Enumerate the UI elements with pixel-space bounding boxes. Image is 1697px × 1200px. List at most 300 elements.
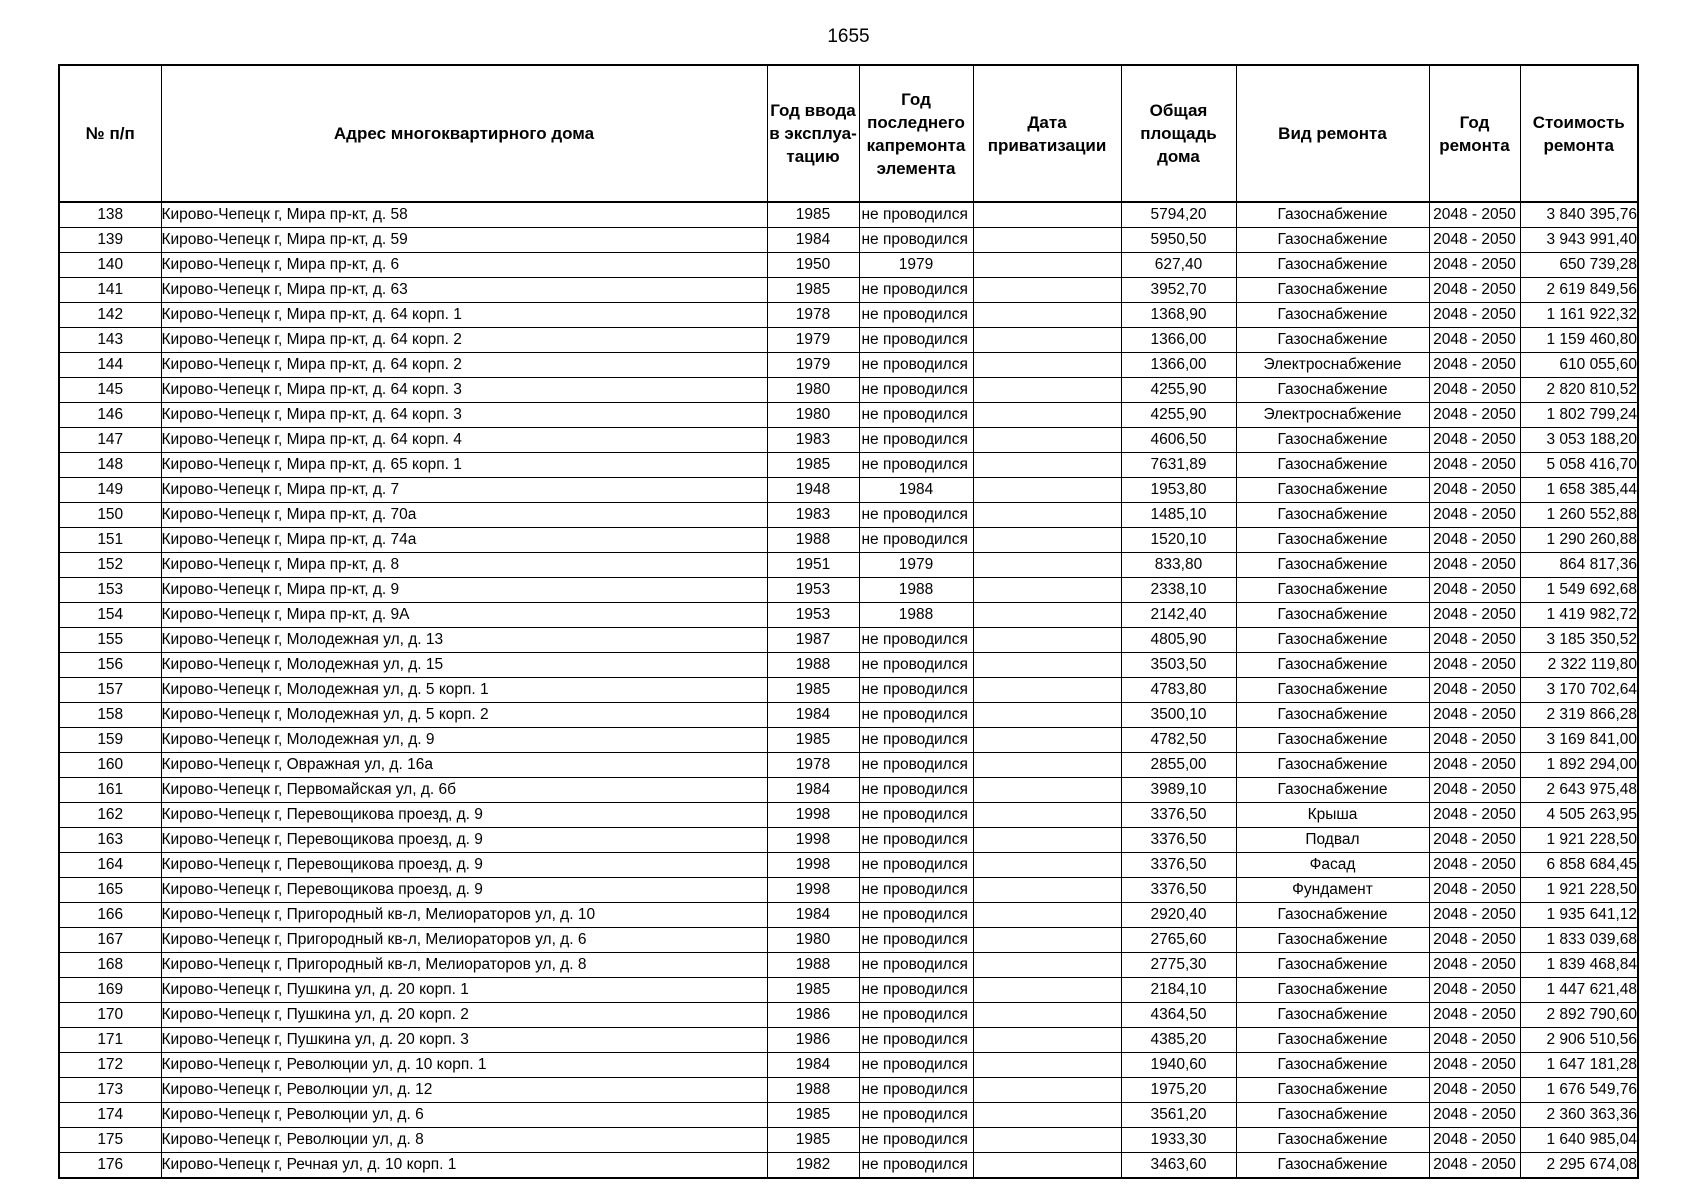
table-row xyxy=(59,578,1638,603)
cell-num: 166 xyxy=(59,903,161,928)
cell-repair-kind: Газоснабжение xyxy=(1236,303,1429,328)
table-row xyxy=(59,903,1638,928)
cell-address: Кирово-Чепецк г, Мира пр-кт, д. 58 xyxy=(161,202,767,228)
cell-address: Кирово-Чепецк г, Пушкина ул, д. 20 корп. 2 xyxy=(161,1003,767,1028)
cell-cost: 3 185 350,52 xyxy=(1520,628,1638,653)
table-row xyxy=(59,828,1638,853)
cell-year-built: 1953 xyxy=(767,578,859,603)
cell-address: Кирово-Чепецк г, Молодежная ул, д. 15 xyxy=(161,653,767,678)
cell-year-built: 1979 xyxy=(767,328,859,353)
cell-repair-year: 2048 - 2050 xyxy=(1429,1003,1520,1028)
cell-year-built: 1985 xyxy=(767,278,859,303)
cell-repair-year: 2048 - 2050 xyxy=(1429,928,1520,953)
cell-last-repair: не проводился xyxy=(859,803,973,828)
cell-last-repair: не проводился xyxy=(859,1103,973,1128)
cell-privatization xyxy=(973,928,1121,953)
cell-cost: 1 921 228,50 xyxy=(1520,878,1638,903)
cell-repair-year: 2048 - 2050 xyxy=(1429,1053,1520,1078)
cell-repair-year: 2048 - 2050 xyxy=(1429,853,1520,878)
cell-cost: 2 319 866,28 xyxy=(1520,703,1638,728)
cell-address: Кирово-Чепецк г, Мира пр-кт, д. 9А xyxy=(161,603,767,628)
cell-area: 1940,60 xyxy=(1121,1053,1236,1078)
cell-address: Кирово-Чепецк г, Молодежная ул, д. 13 xyxy=(161,628,767,653)
cell-year-built: 1985 xyxy=(767,728,859,753)
cell-privatization xyxy=(973,778,1121,803)
cell-area: 2142,40 xyxy=(1121,603,1236,628)
table-row xyxy=(59,353,1638,378)
cell-last-repair: не проводился xyxy=(859,378,973,403)
cell-privatization xyxy=(973,753,1121,778)
cell-area: 3463,60 xyxy=(1121,1153,1236,1179)
cell-last-repair: не проводился xyxy=(859,1078,973,1103)
cell-area: 5950,50 xyxy=(1121,228,1236,253)
cell-num: 145 xyxy=(59,378,161,403)
cell-num: 140 xyxy=(59,253,161,278)
cell-area: 4606,50 xyxy=(1121,428,1236,453)
cell-cost: 864 817,36 xyxy=(1520,553,1638,578)
cell-repair-year: 2048 - 2050 xyxy=(1429,503,1520,528)
cell-cost: 1 260 552,88 xyxy=(1520,503,1638,528)
cell-cost: 1 290 260,88 xyxy=(1520,528,1638,553)
table-row xyxy=(59,728,1638,753)
cell-year-built: 1948 xyxy=(767,478,859,503)
table-row xyxy=(59,278,1638,303)
cell-area: 4255,90 xyxy=(1121,378,1236,403)
cell-address: Кирово-Чепецк г, Революции ул, д. 8 xyxy=(161,1128,767,1153)
cell-privatization xyxy=(973,428,1121,453)
cell-repair-kind: Газоснабжение xyxy=(1236,1078,1429,1103)
cell-repair-year: 2048 - 2050 xyxy=(1429,1103,1520,1128)
cell-last-repair: не проводился xyxy=(859,1153,973,1179)
cell-area: 1366,00 xyxy=(1121,353,1236,378)
cell-address: Кирово-Чепецк г, Мира пр-кт, д. 64 корп. 4 xyxy=(161,428,767,453)
cell-year-built: 1980 xyxy=(767,928,859,953)
cell-repair-kind: Подвал xyxy=(1236,828,1429,853)
cell-year-built: 1986 xyxy=(767,1028,859,1053)
cell-cost: 2 295 674,08 xyxy=(1520,1153,1638,1179)
cell-cost: 1 640 985,04 xyxy=(1520,1128,1638,1153)
cell-address: Кирово-Чепецк г, Перевощикова проезд, д. 9 xyxy=(161,828,767,853)
cell-repair-kind: Газоснабжение xyxy=(1236,378,1429,403)
cell-repair-kind: Газоснабжение xyxy=(1236,553,1429,578)
cell-privatization xyxy=(973,1103,1121,1128)
cell-area: 3376,50 xyxy=(1121,878,1236,903)
cell-area: 4364,50 xyxy=(1121,1003,1236,1028)
table-row xyxy=(59,1053,1638,1078)
table-row xyxy=(59,528,1638,553)
cell-repair-kind: Электроснабжение xyxy=(1236,403,1429,428)
cell-area: 4805,90 xyxy=(1121,628,1236,653)
cell-privatization xyxy=(973,953,1121,978)
cell-repair-kind: Газоснабжение xyxy=(1236,1103,1429,1128)
cell-num: 152 xyxy=(59,553,161,578)
cell-cost: 1 658 385,44 xyxy=(1520,478,1638,503)
cell-privatization xyxy=(973,478,1121,503)
cell-area: 4783,80 xyxy=(1121,678,1236,703)
cell-last-repair: не проводился xyxy=(859,728,973,753)
cell-repair-kind: Газоснабжение xyxy=(1236,1028,1429,1053)
cell-address: Кирово-Чепецк г, Мира пр-кт, д. 65 корп. 1 xyxy=(161,453,767,478)
cell-repair-year: 2048 - 2050 xyxy=(1429,428,1520,453)
cell-area: 3376,50 xyxy=(1121,828,1236,853)
cell-cost: 1 921 228,50 xyxy=(1520,828,1638,853)
table-row xyxy=(59,303,1638,328)
cell-privatization xyxy=(973,828,1121,853)
cell-repair-kind: Газоснабжение xyxy=(1236,628,1429,653)
cell-repair-year: 2048 - 2050 xyxy=(1429,1128,1520,1153)
cell-privatization xyxy=(973,1128,1121,1153)
cell-num: 144 xyxy=(59,353,161,378)
cell-privatization xyxy=(973,878,1121,903)
cell-num: 167 xyxy=(59,928,161,953)
cell-cost: 1 647 181,28 xyxy=(1520,1053,1638,1078)
cell-year-built: 1988 xyxy=(767,653,859,678)
cell-last-repair: не проводился xyxy=(859,528,973,553)
cell-repair-year: 2048 - 2050 xyxy=(1429,253,1520,278)
cell-year-built: 1983 xyxy=(767,428,859,453)
cell-year-built: 1982 xyxy=(767,1153,859,1179)
table-row xyxy=(59,803,1638,828)
cell-address: Кирово-Чепецк г, Мира пр-кт, д. 63 xyxy=(161,278,767,303)
cell-repair-kind: Газоснабжение xyxy=(1236,253,1429,278)
cell-area: 1368,90 xyxy=(1121,303,1236,328)
header-row xyxy=(59,65,1638,202)
repair-registry-table xyxy=(58,64,1639,1179)
table-row xyxy=(59,753,1638,778)
cell-repair-year: 2048 - 2050 xyxy=(1429,778,1520,803)
cell-repair-year: 2048 - 2050 xyxy=(1429,202,1520,228)
cell-privatization xyxy=(973,653,1121,678)
cell-num: 147 xyxy=(59,428,161,453)
cell-area: 833,80 xyxy=(1121,553,1236,578)
cell-repair-kind: Газоснабжение xyxy=(1236,728,1429,753)
cell-area: 2775,30 xyxy=(1121,953,1236,978)
cell-area: 2855,00 xyxy=(1121,753,1236,778)
cell-year-built: 1950 xyxy=(767,253,859,278)
cell-cost: 1 549 692,68 xyxy=(1520,578,1638,603)
cell-cost: 2 619 849,56 xyxy=(1520,278,1638,303)
cell-privatization xyxy=(973,603,1121,628)
cell-year-built: 1978 xyxy=(767,303,859,328)
cell-cost: 1 802 799,24 xyxy=(1520,403,1638,428)
cell-last-repair: не проводился xyxy=(859,453,973,478)
header-num: № п/п xyxy=(59,65,161,202)
cell-privatization xyxy=(973,1028,1121,1053)
cell-area: 7631,89 xyxy=(1121,453,1236,478)
cell-num: 163 xyxy=(59,828,161,853)
cell-last-repair: не проводился xyxy=(859,202,973,228)
cell-num: 139 xyxy=(59,228,161,253)
cell-last-repair: не проводился xyxy=(859,1028,973,1053)
cell-area: 1933,30 xyxy=(1121,1128,1236,1153)
cell-privatization xyxy=(973,628,1121,653)
cell-repair-kind: Газоснабжение xyxy=(1236,928,1429,953)
cell-last-repair: не проводился xyxy=(859,353,973,378)
cell-year-built: 1985 xyxy=(767,978,859,1003)
table-row xyxy=(59,378,1638,403)
cell-address: Кирово-Чепецк г, Перевощикова проезд, д. 9 xyxy=(161,853,767,878)
cell-last-repair: не проводился xyxy=(859,653,973,678)
cell-last-repair: 1984 xyxy=(859,478,973,503)
cell-repair-kind: Крыша xyxy=(1236,803,1429,828)
cell-last-repair: не проводился xyxy=(859,778,973,803)
cell-repair-kind: Газоснабжение xyxy=(1236,1053,1429,1078)
cell-address: Кирово-Чепецк г, Революции ул, д. 10 корп. 1 xyxy=(161,1053,767,1078)
cell-repair-year: 2048 - 2050 xyxy=(1429,628,1520,653)
cell-year-built: 1980 xyxy=(767,378,859,403)
cell-address: Кирово-Чепецк г, Мира пр-кт, д. 7 xyxy=(161,478,767,503)
cell-area: 1366,00 xyxy=(1121,328,1236,353)
cell-cost: 3 170 702,64 xyxy=(1520,678,1638,703)
cell-repair-kind: Газоснабжение xyxy=(1236,953,1429,978)
cell-cost: 3 943 991,40 xyxy=(1520,228,1638,253)
cell-area: 3503,50 xyxy=(1121,653,1236,678)
cell-num: 149 xyxy=(59,478,161,503)
cell-address: Кирово-Чепецк г, Овражная ул, д. 16а xyxy=(161,753,767,778)
header-address: Адрес многоквартирного дома xyxy=(161,65,767,202)
cell-last-repair: 1988 xyxy=(859,578,973,603)
table-row xyxy=(59,1103,1638,1128)
cell-address: Кирово-Чепецк г, Речная ул, д. 10 корп. 1 xyxy=(161,1153,767,1179)
cell-year-built: 1984 xyxy=(767,1053,859,1078)
cell-privatization xyxy=(973,803,1121,828)
cell-repair-kind: Газоснабжение xyxy=(1236,503,1429,528)
table-row xyxy=(59,1153,1638,1179)
cell-area: 1953,80 xyxy=(1121,478,1236,503)
cell-last-repair: не проводился xyxy=(859,1003,973,1028)
cell-area: 4255,90 xyxy=(1121,403,1236,428)
cell-num: 143 xyxy=(59,328,161,353)
table-body xyxy=(59,202,1638,1178)
cell-area: 3989,10 xyxy=(1121,778,1236,803)
cell-num: 174 xyxy=(59,1103,161,1128)
cell-privatization xyxy=(973,1078,1121,1103)
cell-cost: 1 676 549,76 xyxy=(1520,1078,1638,1103)
cell-cost: 1 159 460,80 xyxy=(1520,328,1638,353)
table-row xyxy=(59,628,1638,653)
cell-last-repair: не проводился xyxy=(859,278,973,303)
cell-privatization xyxy=(973,728,1121,753)
cell-num: 158 xyxy=(59,703,161,728)
header-privatization: Дата приватизации xyxy=(973,65,1121,202)
cell-repair-kind: Газоснабжение xyxy=(1236,678,1429,703)
cell-repair-kind: Газоснабжение xyxy=(1236,278,1429,303)
cell-address: Кирово-Чепецк г, Мира пр-кт, д. 70а xyxy=(161,503,767,528)
cell-repair-year: 2048 - 2050 xyxy=(1429,603,1520,628)
cell-last-repair: не проводился xyxy=(859,1053,973,1078)
cell-privatization xyxy=(973,553,1121,578)
cell-privatization xyxy=(973,978,1121,1003)
cell-area: 3500,10 xyxy=(1121,703,1236,728)
cell-last-repair: не проводился xyxy=(859,403,973,428)
cell-num: 168 xyxy=(59,953,161,978)
table-row xyxy=(59,778,1638,803)
cell-repair-kind: Газоснабжение xyxy=(1236,753,1429,778)
cell-cost: 2 360 363,36 xyxy=(1520,1103,1638,1128)
cell-year-built: 1985 xyxy=(767,1128,859,1153)
cell-cost: 1 892 294,00 xyxy=(1520,753,1638,778)
cell-repair-year: 2048 - 2050 xyxy=(1429,878,1520,903)
cell-last-repair: 1979 xyxy=(859,253,973,278)
cell-privatization xyxy=(973,403,1121,428)
cell-last-repair: не проводился xyxy=(859,428,973,453)
table-row xyxy=(59,1078,1638,1103)
cell-last-repair: 1979 xyxy=(859,553,973,578)
cell-address: Кирово-Чепецк г, Мира пр-кт, д. 64 корп. 3 xyxy=(161,403,767,428)
cell-repair-kind: Газоснабжение xyxy=(1236,528,1429,553)
cell-year-built: 1979 xyxy=(767,353,859,378)
cell-num: 155 xyxy=(59,628,161,653)
table-row xyxy=(59,603,1638,628)
cell-address: Кирово-Чепецк г, Мира пр-кт, д. 59 xyxy=(161,228,767,253)
cell-num: 157 xyxy=(59,678,161,703)
cell-area: 1485,10 xyxy=(1121,503,1236,528)
cell-repair-year: 2048 - 2050 xyxy=(1429,378,1520,403)
cell-address: Кирово-Чепецк г, Мира пр-кт, д. 64 корп. 2 xyxy=(161,353,767,378)
cell-address: Кирово-Чепецк г, Революции ул, д. 12 xyxy=(161,1078,767,1103)
table-row xyxy=(59,703,1638,728)
cell-privatization xyxy=(973,578,1121,603)
cell-address: Кирово-Чепецк г, Мира пр-кт, д. 9 xyxy=(161,578,767,603)
cell-num: 151 xyxy=(59,528,161,553)
cell-cost: 2 906 510,56 xyxy=(1520,1028,1638,1053)
cell-repair-year: 2048 - 2050 xyxy=(1429,303,1520,328)
cell-repair-kind: Газоснабжение xyxy=(1236,778,1429,803)
cell-last-repair: не проводился xyxy=(859,903,973,928)
cell-last-repair: не проводился xyxy=(859,978,973,1003)
cell-cost: 1 839 468,84 xyxy=(1520,953,1638,978)
cell-address: Кирово-Чепецк г, Пушкина ул, д. 20 корп. 3 xyxy=(161,1028,767,1053)
cell-num: 161 xyxy=(59,778,161,803)
cell-address: Кирово-Чепецк г, Перевощикова проезд, д. 9 xyxy=(161,878,767,903)
cell-address: Кирово-Чепецк г, Мира пр-кт, д. 74а xyxy=(161,528,767,553)
cell-cost: 1 833 039,68 xyxy=(1520,928,1638,953)
cell-privatization xyxy=(973,903,1121,928)
table-row xyxy=(59,678,1638,703)
cell-num: 154 xyxy=(59,603,161,628)
cell-year-built: 1983 xyxy=(767,503,859,528)
cell-privatization xyxy=(973,703,1121,728)
cell-repair-kind: Газоснабжение xyxy=(1236,1003,1429,1028)
cell-area: 3561,20 xyxy=(1121,1103,1236,1128)
cell-repair-year: 2048 - 2050 xyxy=(1429,753,1520,778)
page-number: 1655 xyxy=(827,26,870,47)
cell-repair-kind: Газоснабжение xyxy=(1236,228,1429,253)
cell-repair-year: 2048 - 2050 xyxy=(1429,528,1520,553)
cell-area: 2338,10 xyxy=(1121,578,1236,603)
cell-year-built: 1986 xyxy=(767,1003,859,1028)
cell-num: 176 xyxy=(59,1153,161,1179)
cell-privatization xyxy=(973,528,1121,553)
table-row xyxy=(59,478,1638,503)
table-row xyxy=(59,928,1638,953)
cell-last-repair: не проводился xyxy=(859,853,973,878)
cell-area: 2765,60 xyxy=(1121,928,1236,953)
cell-repair-kind: Газоснабжение xyxy=(1236,978,1429,1003)
cell-year-built: 1988 xyxy=(767,1078,859,1103)
cell-repair-kind: Газоснабжение xyxy=(1236,603,1429,628)
cell-num: 146 xyxy=(59,403,161,428)
cell-repair-year: 2048 - 2050 xyxy=(1429,478,1520,503)
cell-num: 156 xyxy=(59,653,161,678)
cell-cost: 5 058 416,70 xyxy=(1520,453,1638,478)
cell-repair-kind: Газоснабжение xyxy=(1236,1153,1429,1179)
header-last-repair: Год последнего капремонта элемента xyxy=(859,65,973,202)
cell-repair-year: 2048 - 2050 xyxy=(1429,578,1520,603)
table-row xyxy=(59,1028,1638,1053)
table-row xyxy=(59,453,1638,478)
cell-address: Кирово-Чепецк г, Молодежная ул, д. 5 корп. 2 xyxy=(161,703,767,728)
cell-privatization xyxy=(973,328,1121,353)
cell-address: Кирово-Чепецк г, Перевощикова проезд, д. 9 xyxy=(161,803,767,828)
cell-repair-kind: Газоснабжение xyxy=(1236,453,1429,478)
cell-privatization xyxy=(973,278,1121,303)
cell-privatization xyxy=(973,1003,1121,1028)
cell-privatization xyxy=(973,1153,1121,1179)
cell-address: Кирово-Чепецк г, Мира пр-кт, д. 64 корп. 1 xyxy=(161,303,767,328)
cell-address: Кирово-Чепецк г, Революции ул, д. 6 xyxy=(161,1103,767,1128)
table-row xyxy=(59,978,1638,1003)
cell-privatization xyxy=(973,1053,1121,1078)
cell-last-repair: не проводился xyxy=(859,228,973,253)
cell-repair-kind: Электроснабжение xyxy=(1236,353,1429,378)
cell-cost: 3 840 395,76 xyxy=(1520,202,1638,228)
table-row xyxy=(59,228,1638,253)
cell-repair-year: 2048 - 2050 xyxy=(1429,1028,1520,1053)
cell-repair-year: 2048 - 2050 xyxy=(1429,803,1520,828)
cell-area: 3952,70 xyxy=(1121,278,1236,303)
cell-repair-year: 2048 - 2050 xyxy=(1429,828,1520,853)
cell-num: 171 xyxy=(59,1028,161,1053)
cell-repair-year: 2048 - 2050 xyxy=(1429,453,1520,478)
cell-last-repair: не проводился xyxy=(859,828,973,853)
cell-cost: 610 055,60 xyxy=(1520,353,1638,378)
cell-cost: 2 820 810,52 xyxy=(1520,378,1638,403)
cell-last-repair: не проводился xyxy=(859,753,973,778)
cell-repair-year: 2048 - 2050 xyxy=(1429,353,1520,378)
cell-num: 173 xyxy=(59,1078,161,1103)
cell-year-built: 1978 xyxy=(767,753,859,778)
cell-year-built: 1988 xyxy=(767,953,859,978)
cell-area: 1520,10 xyxy=(1121,528,1236,553)
cell-repair-year: 2048 - 2050 xyxy=(1429,703,1520,728)
cell-address: Кирово-Чепецк г, Мира пр-кт, д. 64 корп. 2 xyxy=(161,328,767,353)
cell-privatization xyxy=(973,853,1121,878)
cell-address: Кирово-Чепецк г, Мира пр-кт, д. 64 корп. 3 xyxy=(161,378,767,403)
table-row xyxy=(59,653,1638,678)
cell-area: 627,40 xyxy=(1121,253,1236,278)
cell-privatization xyxy=(973,503,1121,528)
cell-address: Кирово-Чепецк г, Пригородный кв-л, Мелиораторов ул, д. 10 xyxy=(161,903,767,928)
cell-num: 165 xyxy=(59,878,161,903)
cell-year-built: 1988 xyxy=(767,528,859,553)
cell-repair-kind: Фундамент xyxy=(1236,878,1429,903)
header-area: Общая площадь дома xyxy=(1121,65,1236,202)
cell-num: 162 xyxy=(59,803,161,828)
table-row xyxy=(59,853,1638,878)
cell-address: Кирово-Чепецк г, Пригородный кв-л, Мелиораторов ул, д. 6 xyxy=(161,928,767,953)
cell-year-built: 1998 xyxy=(767,853,859,878)
header-year-built: Год ввода в эксплуа-тацию xyxy=(767,65,859,202)
cell-repair-kind: Газоснабжение xyxy=(1236,1128,1429,1153)
cell-repair-year: 2048 - 2050 xyxy=(1429,328,1520,353)
cell-cost: 1 419 982,72 xyxy=(1520,603,1638,628)
cell-repair-year: 2048 - 2050 xyxy=(1429,953,1520,978)
cell-year-built: 1998 xyxy=(767,878,859,903)
cell-cost: 1 447 621,48 xyxy=(1520,978,1638,1003)
cell-year-built: 1985 xyxy=(767,678,859,703)
cell-year-built: 1998 xyxy=(767,803,859,828)
